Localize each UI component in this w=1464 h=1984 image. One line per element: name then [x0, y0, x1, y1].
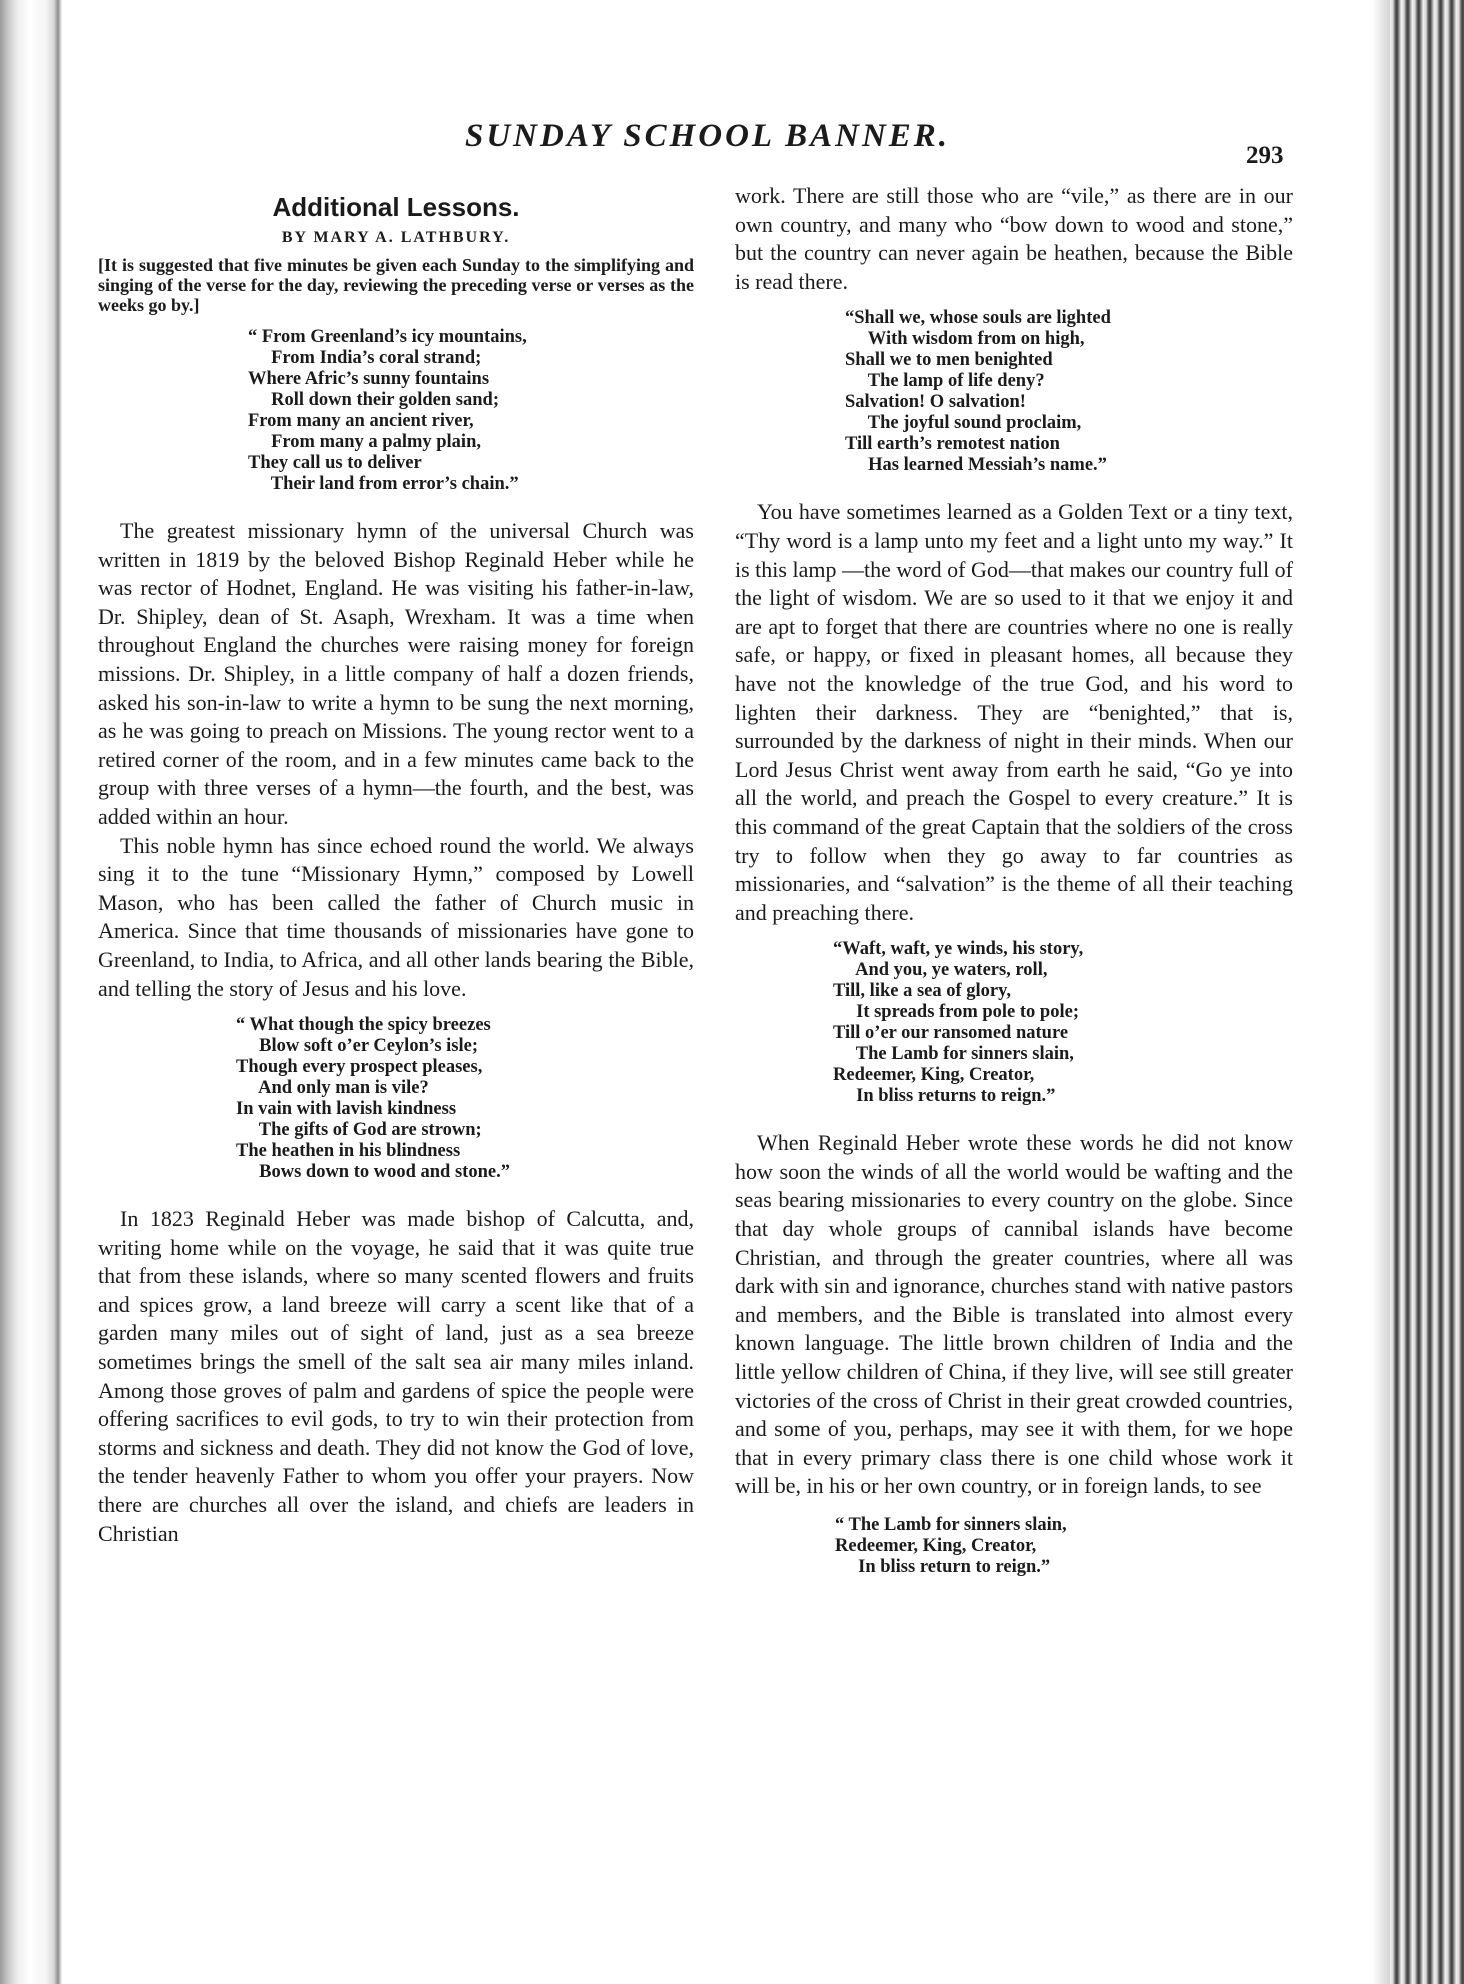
poem-line: The lamp of life deny?	[845, 371, 1045, 392]
poem-line: Roll down their golden sand;	[248, 390, 499, 410]
poem-line: From many an ancient river,	[248, 411, 474, 431]
page-curl-shadow	[1372, 0, 1392, 1984]
book-page-edges	[1390, 0, 1464, 1984]
poem-line: It spreads from pole to pole;	[833, 1002, 1079, 1023]
book-gutter	[0, 0, 62, 1984]
poem-line: Till, like a sea of glory,	[833, 981, 1011, 1002]
paragraph: The greatest missionary hymn of the universal Church was written in 1819 by the beloved Bishop Reginald Heber while he was rector of Hodnet, England. He was visiting his father-in-law, Dr. Shipley, dean of St. Asaph, Wrexham. It was a time when throughout England the churches were raising money for foreign missions. Dr. Shipley, in a little company of half a dozen friends, asked his son-in-law to write a hymn to be sung the next morning, as he was going to preach on Missions. The young rector went to a retired corner of the room, and in a few minutes came back to the group with three verses of a hymn—the fourth, and the best, was added within an hour.	[98, 518, 694, 829]
paragraph: In 1823 Reginald Heber was made bishop of Calcutta, and, writing home while on the voyage, he said that it was quite true that from these islands, where so many scented flowers and fruits and spices grow, a land breeze will carry a scent like that of a garden many miles out of sight of land, just as a sea breeze sometimes brings the smell of the salt sea air many miles inland. Among those groves of palm and gardens of spice the people were offering sacrifices to evil gods, to try to win their protection from storms and sickness and death. They did not know the God of love, the tender heavenly Father to whom you offer your prayers. Now there are churches all over the island, and chiefs are leaders in Christian	[98, 1206, 694, 1546]
poem-line: Salvation! O salvation!	[845, 392, 1026, 413]
poem-line: The Lamb for sinners slain,	[833, 1044, 1074, 1065]
paragraph: You have sometimes learned as a Golden Text or a tiny text, “Thy word is a lamp unto my feet and a light unto my way.” It is this lamp —the word of God—that makes our country full of the light of wisdom. We are so used to it that we enjoy it and are apt to forget that there are countries where no one is really safe, or happy, or fixed in pleasant homes, all because they have not the knowledge of the true God, and his word to lighten their darkness. They are “benighted,” that is, surrounded by the darkness of night in their minds. When our Lord Jesus Christ went away from earth he said, “Go ye into all the world, and preach the Gospel to every creature.” It is this command of the great Captain that the soldiers of the cross try to follow when they go away to far countries as missionaries, and “salvation” is the theme of all their teaching and preaching there.	[735, 499, 1293, 925]
poem-line: From many a palmy plain,	[248, 432, 481, 452]
paragraph: work. There are still those who are “vile,” as there are in our own country, and many who “bow down to wood and stone,” but the country can never again be heathen, because the Bible is read there.	[735, 183, 1293, 294]
poem-lamb-for-sinners	[835, 1515, 1293, 1578]
poem-line: From India’s coral strand;	[248, 348, 482, 368]
poem-line: Shall we to men benighted	[845, 350, 1053, 371]
poem-line: Till o’er our ransomed nature	[833, 1023, 1069, 1044]
article-byline: BY MARY A. LATHBURY.	[281, 229, 511, 246]
poem-shall-we	[845, 308, 1293, 476]
poem-line: And you, ye waters, roll,	[833, 960, 1048, 981]
poem-line: “ What though the spicy breezes	[236, 1015, 491, 1036]
page-number: 293	[1246, 142, 1284, 169]
right-column	[735, 182, 1293, 1600]
poem-line: In bliss return to reign.”	[835, 1557, 1051, 1577]
poem-line: “Waft, waft, ye winds, his story,	[833, 939, 1084, 960]
poem-waft-ye-winds	[833, 939, 1293, 1107]
paragraph: When Reginald Heber wrote these words he did not know how soon the winds of all the world would be wafting and the seas bearing missionaries to every country on the globe. Since that day whole groups of cannibal islands have become Christian, and through the greater countries, where all was dark with sin and ignorance, churches stand with native pastors and members, and the Bible is translated into almost every known language. The little brown children of India and the little yellow children of China, if they live, will see still greater victories of the cross of Christ in their great crowded countries, and some of you, perhaps, may see it with them, for we hope that in every primary class there is one child whose work it will be, in his or her own country, or in foreign lands, to see	[735, 1130, 1293, 1499]
poem-line: Redeemer, King, Creator,	[835, 1536, 1037, 1556]
poem-line: Though every prospect pleases,	[236, 1057, 483, 1078]
running-title: SUNDAY SCHOOL BANNER.	[465, 118, 951, 154]
poem-line: “Shall we, whose souls are lighted	[845, 308, 1111, 329]
poem-greenland	[248, 327, 694, 495]
poem-line: The gifts of God are strown;	[236, 1120, 482, 1141]
poem-line: Redeemer, King, Creator,	[833, 1065, 1035, 1086]
poem-line: Their land from error’s chain.”	[248, 474, 519, 494]
article-title: Additional Lessons.	[272, 192, 520, 222]
poem-line: With wisdom from on high,	[845, 329, 1085, 350]
poem-line: The joyful sound proclaim,	[845, 413, 1082, 434]
poem-line: Bows down to wood and stone.”	[236, 1162, 510, 1183]
poem-line: Where Afric’s sunny fountains	[248, 369, 490, 389]
poem-line: In bliss returns to reign.”	[833, 1086, 1056, 1107]
paragraph: This noble hymn has since echoed round the world. We always sing it to the tune “Missionary Hymn,” composed by Lowell Mason, who has been called the father of Church music in America. Since that time thousands of missionaries have gone to Greenland, to India, to Africa, and all other lands bearing the Bible, and telling the story of Jesus and his love.	[98, 832, 694, 1001]
page-header	[0, 118, 1464, 168]
poem-line: Till earth’s remotest nation	[845, 434, 1060, 455]
poem-line: Has learned Messiah’s name.”	[845, 455, 1107, 476]
poem-line: And only man is vile?	[236, 1078, 429, 1099]
poem-line: In vain with lavish kindness	[236, 1099, 457, 1120]
poem-line: They call us to deliver	[248, 453, 422, 473]
poem-line: The heathen in his blindness	[236, 1141, 461, 1162]
editor-note: [It is suggested that five minutes be given each Sunday to the simplifying and singing of the verse for the day, reviewing the preceding verse or verses as the weeks go by.]	[98, 255, 694, 315]
poem-spicy-breezes	[236, 1015, 694, 1183]
poem-line: “ The Lamb for sinners slain,	[835, 1515, 1067, 1535]
left-column	[98, 182, 694, 1548]
poem-line: Blow soft o’er Ceylon’s isle;	[236, 1036, 479, 1057]
poem-line: “ From Greenland’s icy mountains,	[248, 327, 527, 347]
